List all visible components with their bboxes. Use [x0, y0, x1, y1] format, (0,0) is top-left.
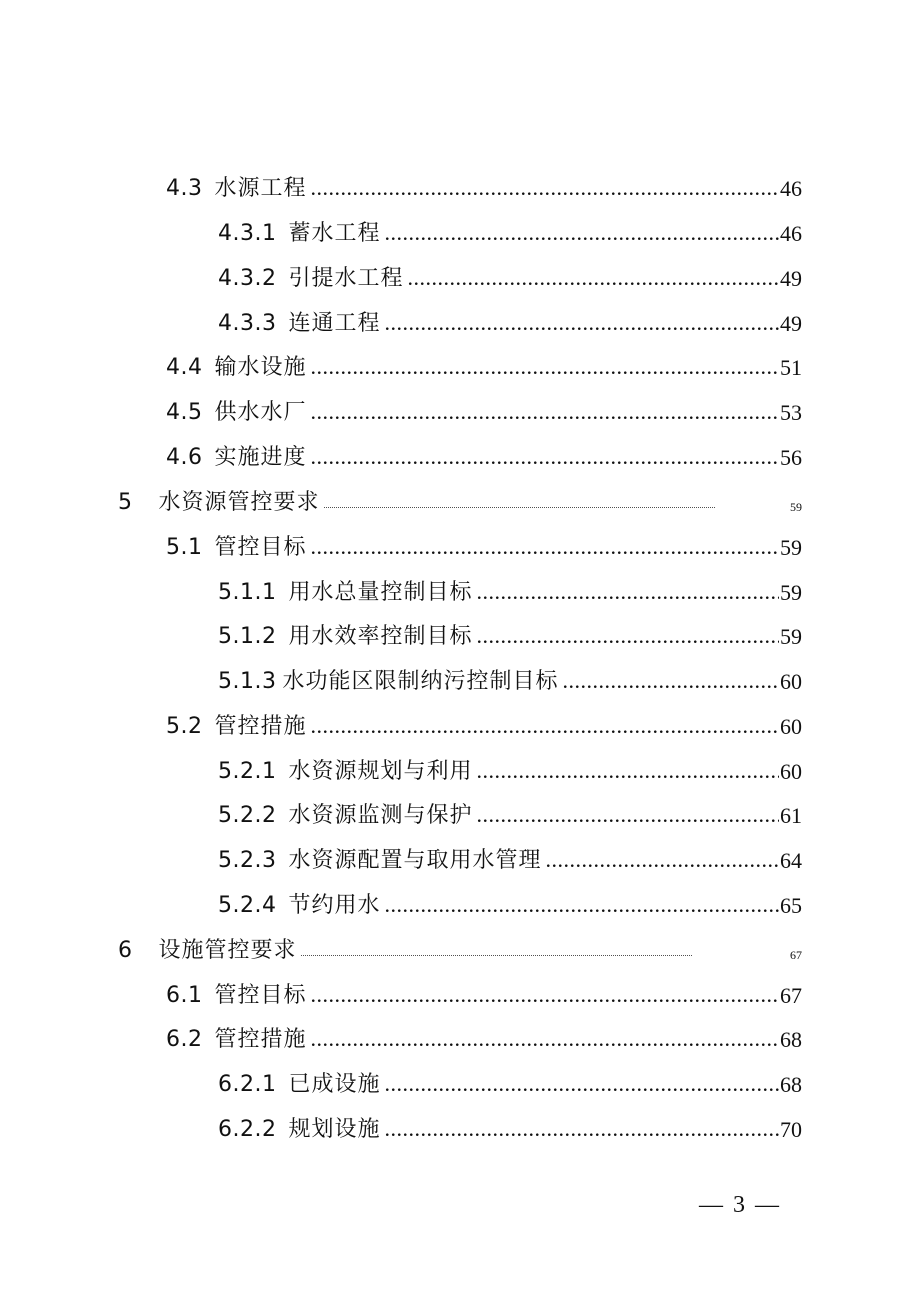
toc-dot-leader [311, 536, 779, 558]
toc-dot-leader [385, 222, 780, 244]
toc-entry-page: 61 [780, 803, 802, 828]
toc-entry-number: 4.3.1 [218, 221, 277, 246]
toc-entry-title: 水资源规划与利用 [288, 759, 473, 784]
toc-dot-leader [301, 950, 789, 958]
toc-dot-leader [477, 581, 780, 603]
toc-entry-6-2[interactable] [166, 1021, 802, 1053]
toc-dot-leader [408, 267, 780, 289]
toc-dot-leader [311, 401, 779, 423]
toc-entry-title: 管控目标 [214, 983, 307, 1008]
toc-entry-6-1[interactable] [166, 977, 802, 1009]
toc-entry-title: 水功能区限制纳污控制目标 [282, 669, 559, 694]
toc-entry-5-2-2[interactable] [218, 797, 802, 829]
toc-entry-title: 供水水厂 [214, 400, 307, 425]
toc-entry-number: 5.1.1 [218, 580, 277, 605]
toc-entry-page: 60 [780, 714, 802, 739]
toc-entry-title: 水资源管控要求 [158, 490, 320, 515]
toc-entry-page: 49 [780, 311, 802, 336]
toc-entry-page: 56 [780, 445, 802, 470]
toc-entry-page: 59 [780, 580, 802, 605]
toc-entry-page: 64 [780, 848, 802, 873]
toc-entry-4-6[interactable] [166, 439, 802, 471]
toc-entry-page: 67 [790, 948, 802, 962]
toc-entry-4-3-2[interactable] [218, 260, 802, 292]
toc-entry-number: 4.3.3 [218, 311, 277, 336]
toc-entry-chapter-5[interactable] [118, 484, 802, 516]
toc-entry-page: 59 [790, 500, 802, 514]
toc-entry-title: 水资源配置与取用水管理 [288, 848, 542, 873]
toc-entry-number: 4.3 [166, 176, 203, 201]
toc-entry-5-2-4[interactable] [218, 887, 802, 919]
toc-entry-4-3-1[interactable] [218, 215, 802, 247]
toc-dot-leader [385, 1118, 780, 1140]
toc-dot-leader [311, 177, 779, 199]
toc-entry-6-2-2[interactable] [218, 1111, 802, 1143]
toc-entry-page: 68 [780, 1027, 802, 1052]
toc-entry-page: 65 [780, 893, 802, 918]
toc-entry-page: 70 [780, 1117, 802, 1142]
toc-entry-number: 5.2.2 [218, 803, 277, 828]
toc-dot-leader [311, 446, 779, 468]
toc-entry-title: 用水效率控制目标 [288, 624, 473, 649]
toc-entry-page: 67 [780, 983, 802, 1008]
toc-entry-page: 59 [780, 624, 802, 649]
toc-entry-number: 5.1 [166, 535, 203, 560]
toc-entry-title: 管控目标 [214, 535, 307, 560]
toc-dot-leader [311, 1028, 779, 1050]
toc-dot-leader [385, 894, 780, 916]
toc-entry-title: 设施管控要求 [158, 938, 297, 963]
toc-entry-number: 5.2.3 [218, 848, 277, 873]
toc-entry-5-1[interactable] [166, 529, 802, 561]
toc-dot-leader [563, 670, 780, 692]
toc-entry-6-2-1[interactable] [218, 1066, 802, 1098]
toc-entry-title: 管控措施 [214, 714, 307, 739]
toc-entry-4-3-3[interactable] [218, 305, 802, 337]
toc-entry-5-2-1[interactable] [218, 753, 802, 785]
toc-entry-5-1-1[interactable] [218, 574, 802, 606]
toc-entry-number: 6.2.1 [218, 1072, 277, 1097]
toc-entry-number: 6 [118, 938, 133, 963]
page-number-footer: — 3 — [699, 1192, 781, 1218]
toc-entry-title: 规划设施 [288, 1117, 381, 1142]
toc-entry-number: 6.1 [166, 983, 203, 1008]
toc-dot-leader [546, 849, 780, 871]
toc-entry-number: 4.5 [166, 400, 203, 425]
toc-entry-number: 5.1.3 [218, 669, 277, 694]
toc-dot-leader [324, 502, 789, 510]
toc-entry-title: 蓄水工程 [288, 221, 381, 246]
toc-entry-number: 5.2 [166, 714, 203, 739]
toc-dot-leader [385, 312, 780, 334]
toc-entry-page: 59 [780, 535, 802, 560]
toc-entry-page: 68 [780, 1072, 802, 1097]
toc-entry-4-3[interactable] [166, 170, 802, 202]
toc-entry-number: 5 [118, 490, 133, 515]
toc-entry-title: 输水设施 [214, 355, 307, 380]
toc-entry-number: 6.2 [166, 1027, 203, 1052]
toc-entry-title: 实施进度 [214, 445, 307, 470]
toc-entry-title: 引提水工程 [288, 266, 404, 291]
toc-dot-leader [477, 625, 780, 647]
toc-entry-4-5[interactable] [166, 394, 802, 426]
toc-entry-title: 连通工程 [288, 311, 381, 336]
toc-entry-number: 4.4 [166, 355, 203, 380]
toc-entry-4-4[interactable] [166, 349, 802, 381]
toc-dot-leader [311, 356, 779, 378]
toc-entry-5-1-2[interactable] [218, 618, 802, 650]
toc-entry-page: 51 [780, 355, 802, 380]
toc-entry-page: 60 [780, 759, 802, 784]
toc-entry-5-2-3[interactable] [218, 842, 802, 874]
toc-entry-number: 4.3.2 [218, 266, 277, 291]
toc-entry-5-2[interactable] [166, 708, 802, 740]
toc-entry-title: 水资源监测与保护 [288, 803, 473, 828]
toc-entry-title: 已成设施 [288, 1072, 381, 1097]
toc-entry-page: 46 [780, 176, 802, 201]
toc-entry-number: 6.2.2 [218, 1117, 277, 1142]
toc-entry-number: 5.2.4 [218, 893, 277, 918]
toc-entry-chapter-6[interactable] [118, 932, 802, 964]
toc-entry-5-1-3[interactable] [218, 663, 802, 695]
toc-entry-title: 用水总量控制目标 [288, 580, 473, 605]
toc-entry-number: 4.6 [166, 445, 203, 470]
toc-entry-page: 46 [780, 221, 802, 246]
toc-entry-number: 5.2.1 [218, 759, 277, 784]
toc-dot-leader [477, 804, 780, 826]
toc-dot-leader [477, 760, 780, 782]
toc-dot-leader [385, 1073, 780, 1095]
toc-entry-title: 管控措施 [214, 1027, 307, 1052]
toc-dot-leader [311, 715, 779, 737]
toc-entry-title: 节约用水 [288, 893, 381, 918]
toc-entry-number: 5.1.2 [218, 624, 277, 649]
toc-entry-page: 49 [780, 266, 802, 291]
toc-dot-leader [311, 984, 779, 1006]
toc-entry-title: 水源工程 [214, 176, 307, 201]
toc-entry-page: 60 [780, 669, 802, 694]
toc-entry-page: 53 [780, 400, 802, 425]
